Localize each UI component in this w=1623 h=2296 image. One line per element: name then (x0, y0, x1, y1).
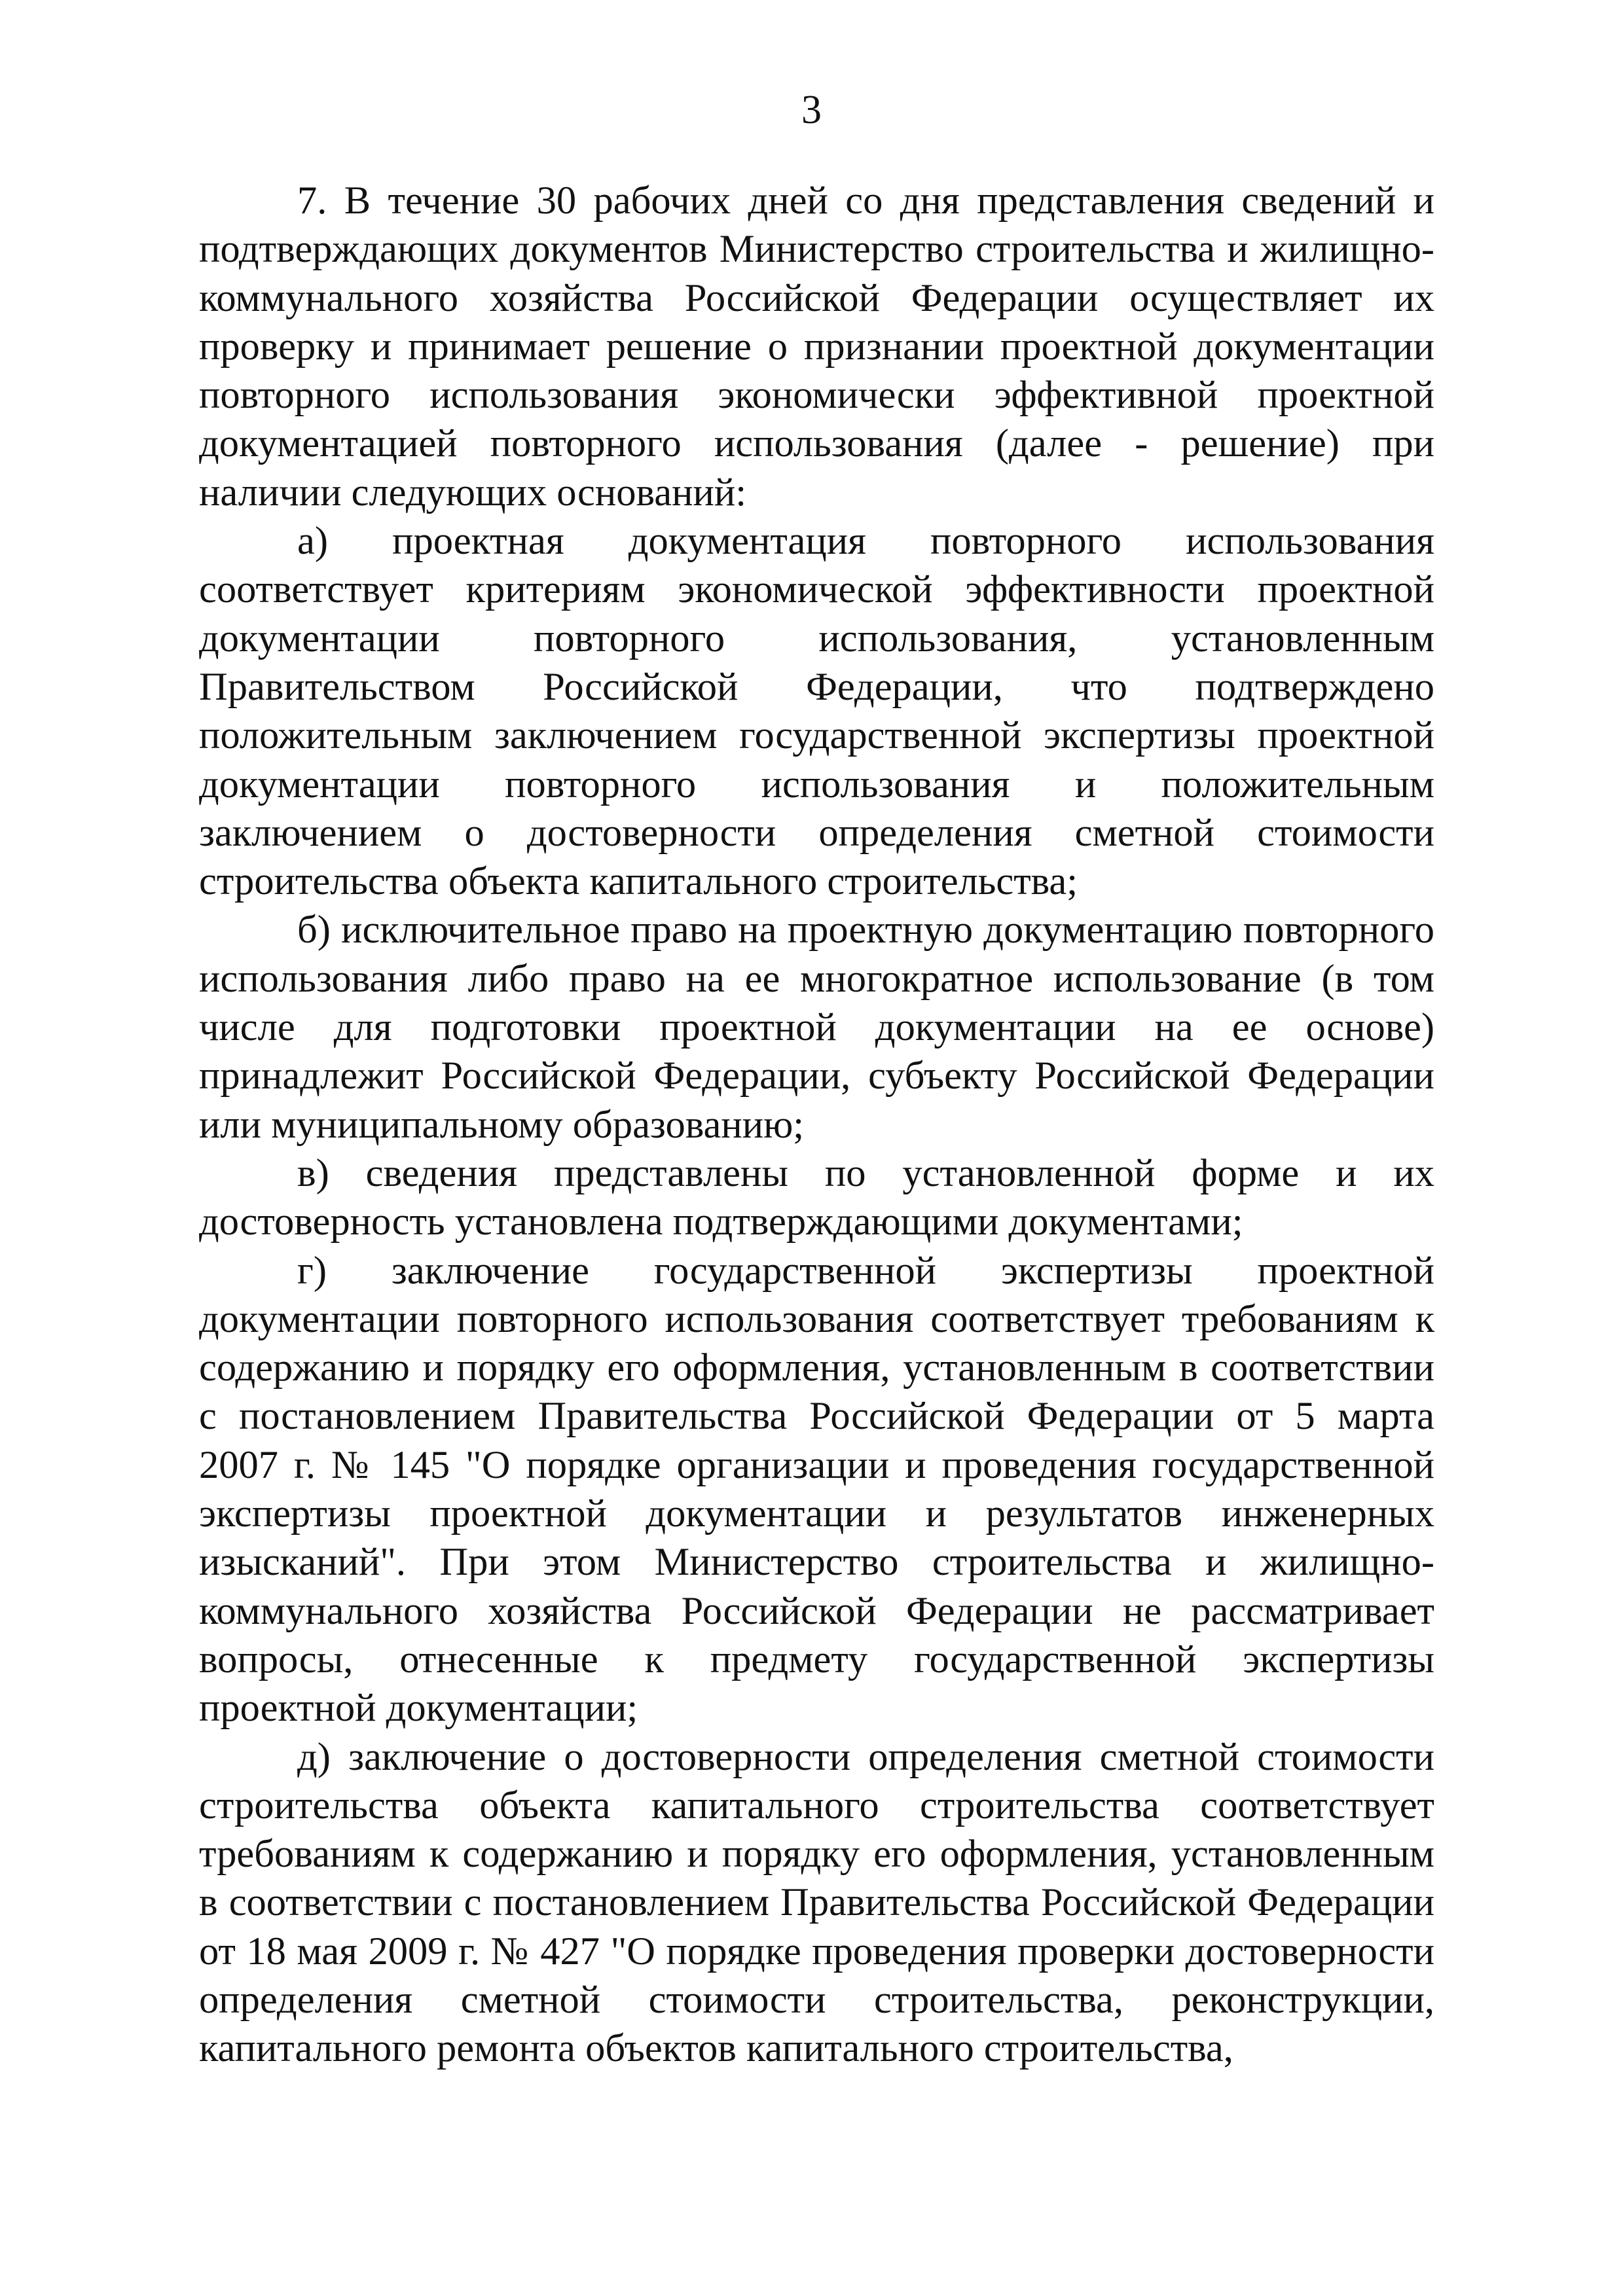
paragraph-item-a: а) проектная документация повторного использования соответствует критериям экономической эффективности проектной документации повторного использования, установленным Правительством Российской Федерации, что подтверждено положительным заключением государственной экспертизы проектной документации повторного использования и положительным заключением о достоверности определения сметной стоимости строительства объекта капитального строительства; (199, 519, 1434, 904)
document-body (199, 177, 1434, 2073)
paragraph-item-v: в) сведения представлены по установленной форме и их достоверность установлена подтверждающими документами; (199, 1151, 1434, 1244)
paragraph-item-g: г) заключение государственной экспертизы проектной документации повторного использования соответствует требованиям к содержанию и порядку его оформления, установленным в соответствии с постановлением Правительства Российской Федерации от 5 марта 2007 г. № 145 "О порядке организации и проведения государственной экспертизы проектной документации и результатов инженерных изысканий". При этом Министерство строительства и жилищно-коммунального хозяйства Российской Федерации не рассматривает вопросы, отнесенные к предмету государственной экспертизы проектной документации; (199, 1248, 1434, 1731)
paragraph-item-d: д) заключение о достоверности определения сметной стоимости строительства объекта капитального строительства соответствует требованиям к содержанию и порядку его оформления, установленным в соответствии с постановлением Правительства Российской Федерации от 18 мая 2009 г. № 427 "О порядке проведения проверки достоверности определения сметной стоимости строительства, реконструкции, капитального ремонта объектов капитального строительства, (199, 1734, 1434, 2071)
page-number: 3 (801, 88, 822, 132)
paragraph-item-b: б) исключительное право на проектную документацию повторного использования либо право на ее многократное использование (в том числе для подготовки проектной документации на ее основе) принадлежит Российской Федерации, субъекту Российской Федерации или муниципальному образованию; (199, 908, 1434, 1147)
paragraph-7-intro: 7. В течение 30 рабочих дней со дня представления сведений и подтверждающих документов Министерство строительства и жилищно-коммунального хозяйства Российской Федерации осуществляет их проверку и принимает решение о признании проектной документации повторного использования экономически эффективной проектной документацией повторного использования (далее - решение) при наличии следующих оснований: (199, 179, 1434, 514)
